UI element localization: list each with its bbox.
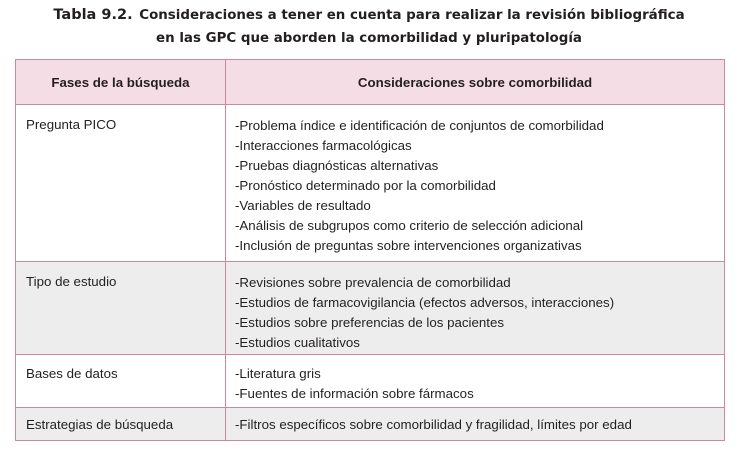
header-considerations: Consideraciones sobre comorbilidad	[226, 60, 725, 105]
table-row	[16, 105, 725, 262]
consideration-item: -Fuentes de información sobre fármacos	[235, 386, 474, 401]
consideration-item: -Interacciones farmacológicas	[235, 138, 412, 153]
consideration-item: -Problema índice e identificación de conjuntos de comorbilidad	[235, 118, 604, 133]
caption-title-part-1: Consideraciones a tener en cuenta para realizar la revisión bibliográfica	[139, 8, 685, 23]
table-row	[16, 408, 725, 441]
caption-line-1	[0, 4, 738, 27]
phase-label: Bases de datos	[26, 366, 118, 381]
consideration-item: -Pronóstico determinado por la comorbilidad	[235, 178, 496, 193]
phase-cell	[16, 408, 226, 441]
considerations-cell	[226, 262, 725, 355]
considerations-cell	[226, 105, 725, 262]
phase-label: Pregunta PICO	[26, 117, 117, 132]
consideration-item: -Filtros específicos sobre comorbilidad y fragilidad, límites por edad	[235, 417, 632, 432]
considerations-cell	[226, 355, 725, 408]
header-phases: Fases de la búsqueda	[16, 60, 226, 105]
caption-line-2: en las GPC que aborden la comorbilidad y pluripatología	[156, 31, 582, 46]
phase-label: Estrategias de búsqueda	[26, 417, 174, 432]
phase-label: Tipo de estudio	[26, 274, 117, 289]
consideration-item: -Análisis de subgrupos como criterio de selección adicional	[235, 218, 584, 233]
consideration-item: -Inclusión de preguntas sobre intervenciones organizativas	[235, 238, 582, 253]
table-row	[16, 262, 725, 355]
consideration-item: -Literatura gris	[235, 366, 321, 381]
considerations-cell	[226, 408, 725, 441]
consideration-item: -Revisiones sobre prevalencia de comorbilidad	[235, 275, 511, 290]
consideration-item: -Estudios sobre preferencias de los pacientes	[235, 315, 505, 330]
consideration-item: -Estudios de farmacovigilancia (efectos adversos, interacciones)	[235, 295, 615, 310]
phase-cell	[16, 262, 226, 355]
table-caption	[0, 4, 738, 50]
table-header-row	[16, 60, 725, 105]
caption-label: Tabla 9.2.	[53, 7, 133, 23]
phase-cell	[16, 105, 226, 262]
consideration-item: -Estudios cualitativos	[235, 335, 360, 350]
table-container	[15, 59, 724, 441]
table-row	[16, 355, 725, 408]
phase-cell	[16, 355, 226, 408]
considerations-table	[15, 59, 725, 441]
consideration-item: -Pruebas diagnósticas alternativas	[235, 158, 439, 173]
consideration-item: -Variables de resultado	[235, 198, 371, 213]
